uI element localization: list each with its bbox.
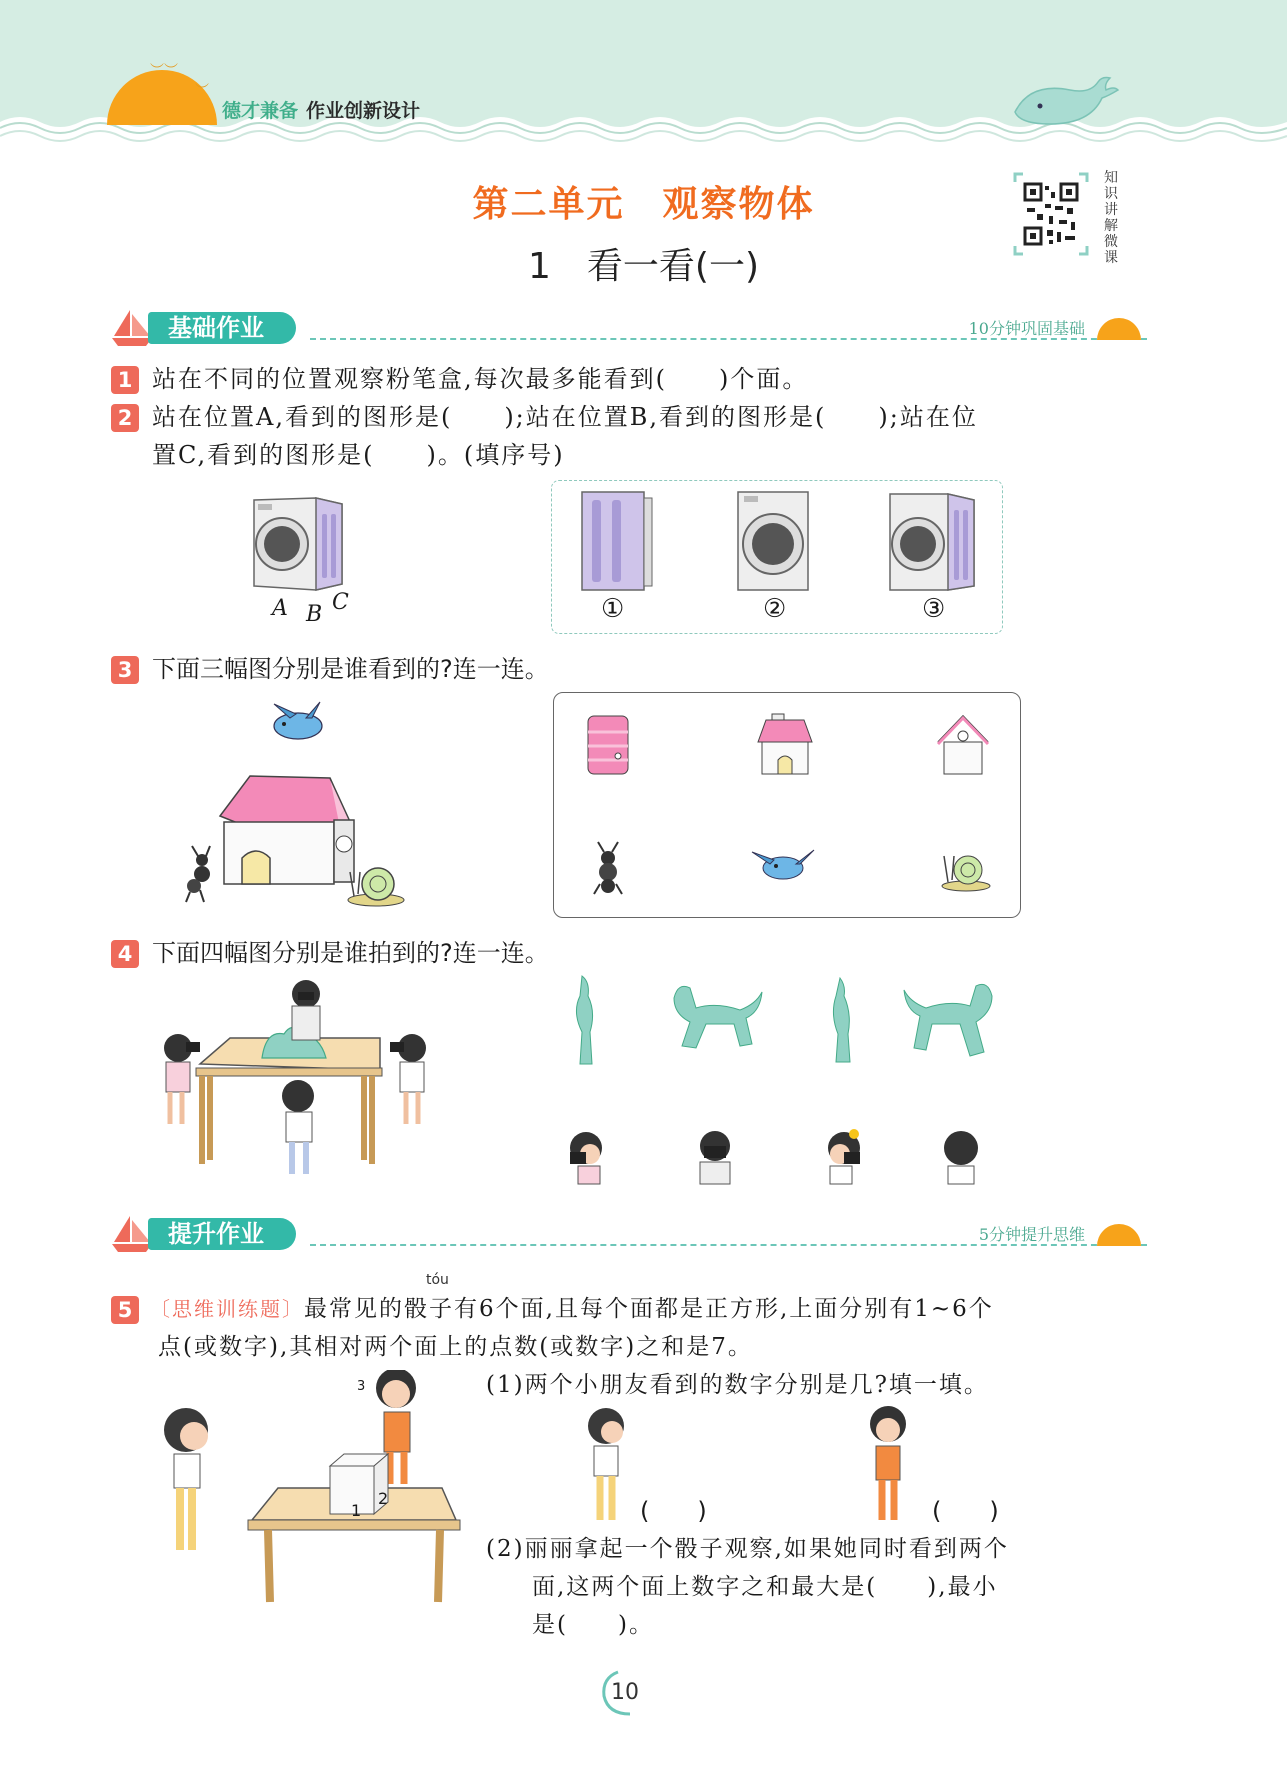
lesson-title: 1 看一看(一) [528,246,759,287]
girl-front-figure [282,1080,314,1174]
boy-option[interactable] [690,1126,740,1186]
qr-caption: 知识讲解微课 [1104,170,1118,266]
house-scene-figure [180,696,410,916]
question-5-sub2-line2: 面,这两个面上数字之和最大是( ),最小 [532,1574,998,1600]
section-basic [110,308,1147,348]
question-number: 1 [111,366,139,394]
ant-icon[interactable] [590,840,626,896]
girl-right-option[interactable] [814,1126,870,1186]
section-note: 10分钟巩固基础 [968,319,1085,338]
die-face-top: 3 [357,1379,366,1394]
page-number [600,1668,650,1718]
snail-figure [348,868,404,906]
position-label-c: C [332,590,351,615]
question-5-sub2-line3: 是( )。 [532,1612,654,1638]
question-4-text: 下面四幅图分别是谁拍到的?连一连。 [152,939,549,967]
washing-machine-angle-view[interactable] [888,490,978,594]
house-side-view[interactable] [584,712,632,778]
girl-back-option[interactable] [938,1126,984,1186]
kid-back-figure [292,980,320,1040]
dice-scene-figure [156,1370,476,1610]
pinyin-annotation: tóu [426,1272,449,1288]
section-label: 提升作业 [148,1218,296,1250]
whale-icon [1010,72,1120,132]
girl-left-option[interactable] [560,1126,616,1186]
position-label-a: A [272,596,290,621]
snail-icon[interactable] [938,842,994,892]
qr-code-icon[interactable] [1013,172,1089,256]
question-number: 3 [111,656,139,684]
bird-figure [274,702,322,739]
house-front-view[interactable] [756,712,814,778]
girl-right-figure [390,1034,426,1124]
photographers-scene-figure [150,974,440,1184]
question-number: 2 [111,404,139,432]
option-label-1: ① [601,594,625,624]
boy-small-figure [582,1404,632,1524]
lili-small-figure [858,1404,918,1524]
question-3-text: 下面三幅图分别是谁看到的?连一连。 [152,655,549,683]
horse-front-view[interactable] [560,972,610,1068]
question-2-line1: 站在位置A,看到的图形是( );站在位置B,看到的图形是( );站在位 [152,403,978,431]
die-face-front: 1 [351,1501,362,1520]
bird-icon: ︶︶ [150,63,178,79]
position-label-b: B [306,602,325,627]
question-number: 5 [111,1296,139,1324]
question-5-line1: 最常见的骰子有6个面,且每个面都是正方形,上面分别有1~6个 [304,1296,994,1322]
page-number-text: 10 [611,1680,639,1705]
horse-back-view[interactable] [820,974,864,1066]
section-note: 5分钟提升思维 [978,1225,1085,1244]
horse-side-view-right[interactable] [900,978,1010,1064]
question-1-text: 站在不同的位置观察粉笔盒,每次最多能看到( )个面。 [152,365,809,393]
answer-blank-1[interactable]: ( ) [640,1497,707,1525]
unit-title: 第二单元 观察物体 [472,184,815,225]
horse-side-view-left[interactable] [656,978,766,1054]
ant-figure [186,846,210,902]
boy-side-figure [164,1408,208,1550]
question-number: 4 [111,940,139,968]
option-label-3: ③ [922,594,946,624]
option-label-2: ② [763,594,787,624]
die-face-side: 2 [378,1489,389,1508]
sun-icon [1097,1224,1141,1246]
question-5-line2: 点(或数字),其相对两个面上的点数(或数字)之和是7。 [158,1334,753,1360]
question-2-line2: 置C,看到的图形是( )。(填序号) [152,441,565,469]
brand-dark-text: 作业创新设计 [306,100,421,122]
brand-green-text: 德才兼备 [222,100,299,122]
house-top-side-view[interactable] [934,712,992,778]
question-tag: 〔思维训练题〕 [150,1297,304,1321]
section-label: 基础作业 [148,312,296,344]
section-advanced [110,1214,1147,1254]
answer-blank-2[interactable]: ( ) [932,1497,999,1525]
bird-icon-option[interactable] [750,842,816,888]
brand-title [222,96,420,123]
question-5-sub2-line1: (2)丽丽拿起一个骰子观察,如果她同时看到两个 [486,1536,1009,1562]
washing-machine-side-view[interactable] [578,490,656,594]
question-5-sub1: (1)两个小朋友看到的数字分别是几?填一填。 [486,1372,989,1398]
girl-left-figure [164,1034,200,1124]
page-number-arc [600,1668,650,1718]
bird-icon: ︶ [195,83,209,99]
washing-machine-front-view[interactable] [734,490,812,594]
sun-icon [1097,318,1141,340]
